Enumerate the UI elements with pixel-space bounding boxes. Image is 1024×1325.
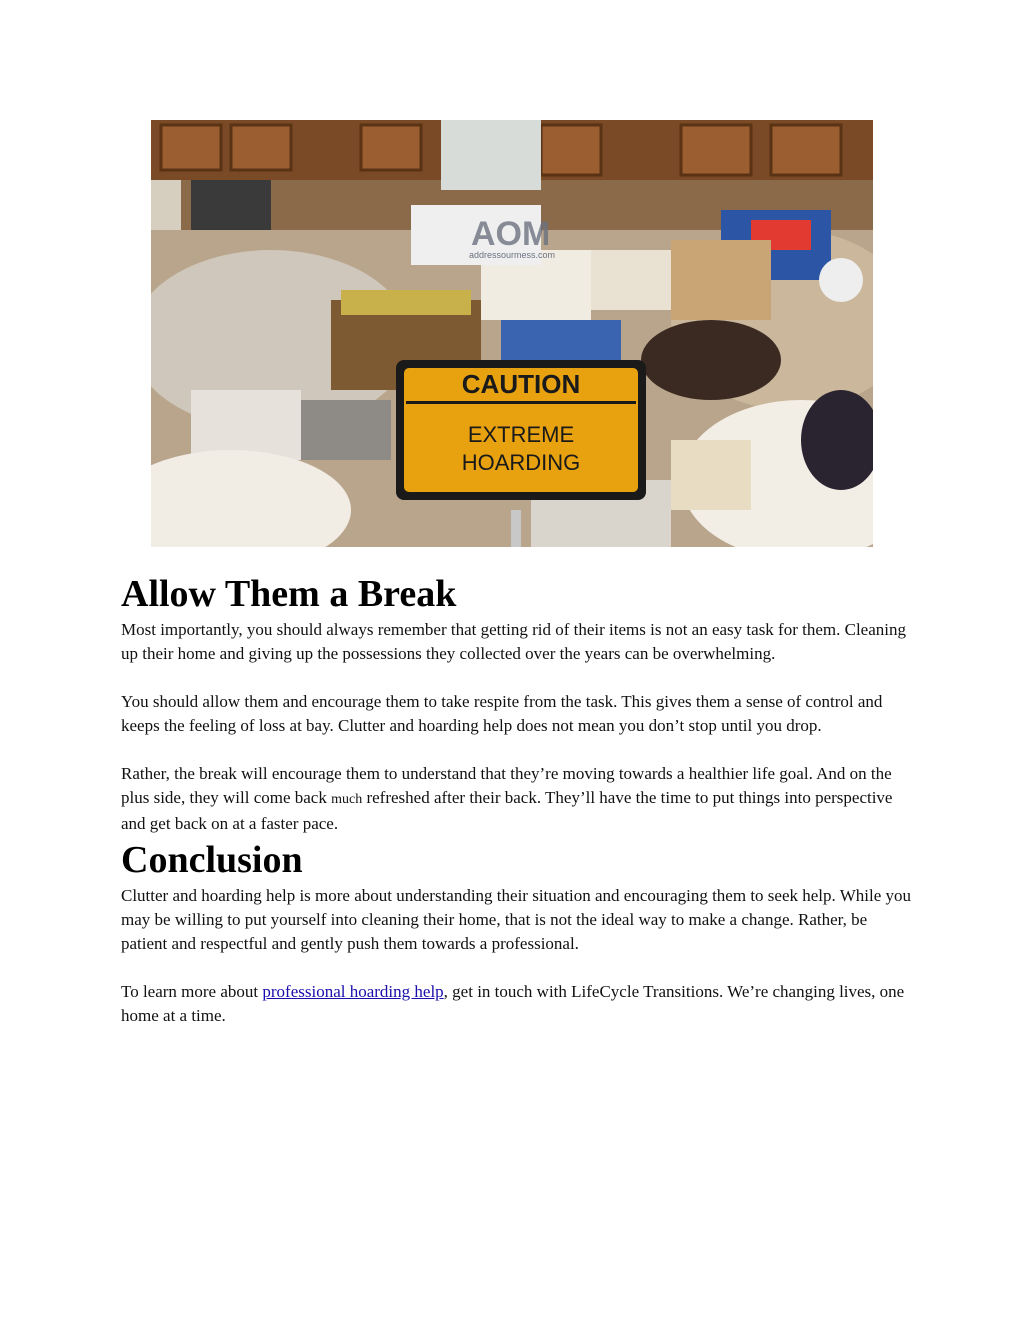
paragraph-3-small-word: much [331,792,363,807]
sign-hoarding: HOARDING [461,450,581,475]
paragraph-5 [121,980,911,1028]
sign-caution: CAUTION [461,369,581,399]
article-body [121,570,911,1052]
paragraph-5-part-a: To learn more about [121,982,263,1001]
heading-conclusion: Conclusion [121,839,303,881]
paragraph-3 [121,762,911,836]
paragraph-4: Clutter and hoarding help is more about understanding their situation and encouraging them to seek help. While you may be willing to put yourself into cleaning their home, that is not the ideal way to make a change. Rather, be patient and respectful and gently push them towards a professional. [121,886,912,953]
watermark-url: addressourmess.com [469,250,556,260]
sign-extreme: EXTREME [467,422,575,447]
heading-allow-break: Allow Them a Break [121,573,457,615]
paragraph-5-part-b: , get in touch with LifeCycle Transitions. We’re changing lives, one home at a time. [121,982,905,1025]
paragraph-3-part-b: refreshed after their back. They’ll have the time to put things into perspective and get back on at a faster pace. [121,788,893,833]
hoarding-photo [151,120,873,547]
watermark-logo: AOM [471,215,551,253]
paragraph-3-part-a: Rather, the break will encourage them to understand that they’re moving towards a healthier life goal. And on the plus side, they will come back [121,764,892,807]
paragraph-1: Most importantly, you should always remember that getting rid of their items is not an easy task for them. Cleaning up their home and giving up the possessions they collected over the years can be overwhelming. [121,620,906,663]
professional-hoarding-help-link[interactable]: professional hoarding help [262,982,444,1001]
paragraph-2: You should allow them and encourage them to take respite from the task. This gives them a sense of control and keeps the feeling of loss at bay. Clutter and hoarding help does not mean you don’t stop until you drop. [121,692,883,735]
